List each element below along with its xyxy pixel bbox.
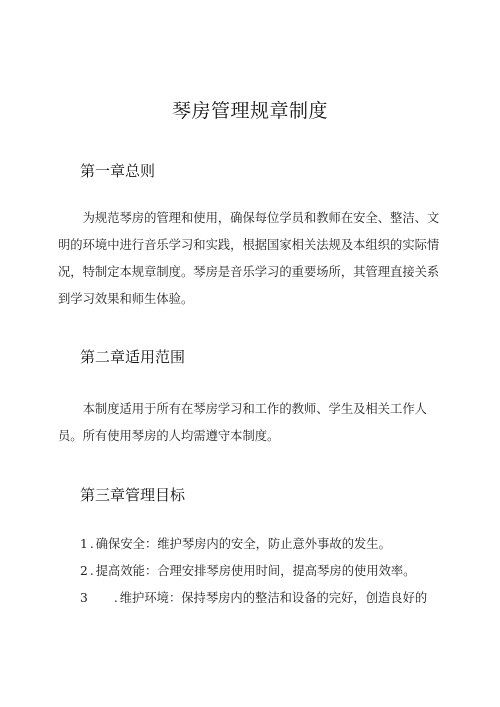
list-item-number: 1 [80,537,88,551]
list-item-text: 提高效能：合理安排琴房使用时间，提高琴房的使用效率。 [95,564,416,578]
list-item-separator: . [113,591,118,605]
list-item-number: 2 [80,564,88,578]
list-item-number: 3 [80,591,88,605]
list-item-text: 维护环境：保持琴房内的整洁和设备的完好，创造良好的 [119,591,428,605]
list-item [80,558,460,585]
list-item [80,531,460,558]
chapter-1-paragraph: 为规范琴房的管理和使用，确保每位学员和教师在安全、整洁、文明的环境中进行音乐学习和实践，根据国家相关法规及本组织的实际情况，特制定本规章制度。琴房是音乐学习的重要场所，其管理直接关系到学习效果和师生体验。 [58,211,440,306]
chapter-2-paragraph: 本制度适用于所有在琴房学习和工作的教师、学生及相关工作人员。所有使用琴房的人均需遵守本制度。 [58,402,427,443]
list-item-separator: . [89,564,94,578]
list-item-text: 确保安全：维护琴房内的安全，防止意外事故的发生。 [95,537,391,551]
chapter-1-heading: 第一章总则 [80,162,156,180]
chapter-3-heading: 第三章管理目标 [80,486,186,504]
document-title: 琴房管理规章制度 [171,100,328,122]
chapter-2-heading: 第二章适用范围 [80,348,186,366]
list-item [80,585,460,612]
chapter-3-list [80,531,460,612]
list-item-separator: . [89,537,94,551]
